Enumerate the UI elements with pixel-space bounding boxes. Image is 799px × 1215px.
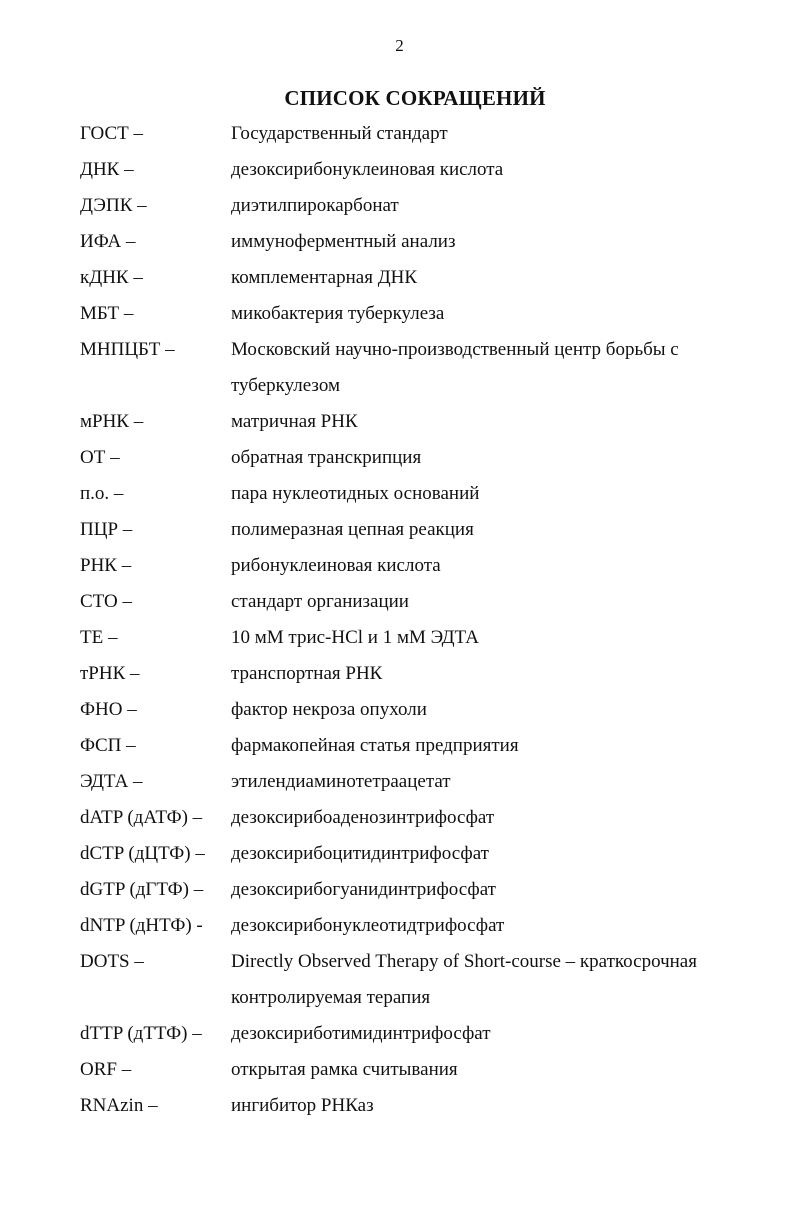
abbreviation-definition: дезоксирибоцитидинтрифосфат [231, 843, 489, 864]
abbreviation-definition: транспортная РНК [231, 663, 383, 684]
abbreviation-term: ORF – [80, 1059, 132, 1080]
abbreviation-term: ФСП – [80, 735, 136, 756]
abbreviation-row [80, 260, 770, 296]
abbreviation-definition: иммуноферментный анализ [231, 231, 456, 252]
abbreviation-definition: обратная транскрипция [231, 447, 422, 468]
abbreviation-row [80, 728, 770, 764]
abbreviation-row [80, 836, 770, 872]
abbreviation-row [80, 1052, 770, 1088]
abbreviation-term: кДНК – [80, 267, 143, 288]
abbreviation-term: МБТ – [80, 303, 134, 324]
abbreviation-term: РНК – [80, 555, 132, 576]
abbreviation-definition: дезоксириботимидинтрифосфат [231, 1023, 491, 1044]
abbreviation-definition: дезоксирибогуанидинтрифосфат [231, 879, 496, 900]
abbreviation-row [80, 404, 770, 440]
abbreviation-row [80, 620, 770, 656]
abbreviation-term: ГОСТ – [80, 123, 143, 144]
abbreviation-definition: 10 мМ трис-HCl и 1 мМ ЭДТА [231, 627, 479, 648]
abbreviation-term: dTTP (дТТФ) – [80, 1023, 202, 1044]
abbreviation-row [80, 764, 770, 800]
abbreviation-term: dATP (дАТФ) – [80, 807, 203, 828]
abbreviation-term: ДЭПК – [80, 195, 147, 216]
abbreviation-definition: полимеразная цепная реакция [231, 519, 474, 540]
abbreviation-row [80, 800, 770, 836]
page-title: СПИСОК СОКРАЩЕНИЙ [284, 86, 546, 110]
abbreviation-row [80, 440, 770, 476]
abbreviation-definition: этилендиаминотетраацетат [231, 771, 451, 792]
abbreviation-row [80, 548, 770, 584]
abbreviation-definition: Московский научно-производственный центр борьбы с туберкулезом [231, 339, 679, 396]
abbreviation-row [80, 332, 770, 404]
abbreviation-row [80, 188, 770, 224]
abbreviation-row [80, 116, 770, 152]
abbreviation-row [80, 1088, 770, 1124]
abbreviation-term: ТЕ – [80, 627, 118, 648]
abbreviation-row [80, 944, 770, 1016]
abbreviation-row [80, 656, 770, 692]
abbreviation-definition: Directly Observed Therapy of Short-course – краткосрочная контролируемая терапия [231, 951, 697, 1008]
abbreviation-term: ПЦР – [80, 519, 133, 540]
abbreviation-list [80, 116, 770, 1124]
abbreviation-term: DOTS – [80, 951, 144, 972]
abbreviation-row [80, 908, 770, 944]
abbreviation-row [80, 224, 770, 260]
abbreviation-term: RNAzin – [80, 1095, 158, 1116]
abbreviation-term: ДНК – [80, 159, 134, 180]
abbreviation-definition: дезоксирибоаденозинтрифосфат [231, 807, 495, 828]
abbreviation-term: dGTP (дГТФ) – [80, 879, 204, 900]
abbreviation-definition: рибонуклеиновая кислота [231, 555, 441, 576]
abbreviation-term: ИФА – [80, 231, 136, 252]
abbreviation-term: СТО – [80, 591, 132, 612]
abbreviation-definition: комплементарная ДНК [231, 267, 418, 288]
abbreviation-row [80, 512, 770, 548]
abbreviation-definition: фармакопейная статья предприятия [231, 735, 519, 756]
abbreviation-row [80, 152, 770, 188]
abbreviation-term: ЭДТА – [80, 771, 143, 792]
abbreviation-term: dCTP (дЦТФ) – [80, 843, 205, 864]
abbreviation-definition: Государственный стандарт [231, 123, 448, 144]
abbreviation-row [80, 476, 770, 512]
abbreviation-definition: фактор некроза опухоли [231, 699, 427, 720]
abbreviation-definition: ингибитор РНКаз [231, 1095, 374, 1116]
abbreviation-row [80, 692, 770, 728]
abbreviation-term: ФНО – [80, 699, 137, 720]
abbreviation-term: п.о. – [80, 483, 124, 504]
abbreviation-row [80, 1016, 770, 1052]
abbreviation-definition: микобактерия туберкулеза [231, 303, 445, 324]
abbreviation-term: dNTP (дНТФ) - [80, 915, 203, 936]
abbreviation-definition: дезоксирибонуклеиновая кислота [231, 159, 504, 180]
abbreviation-definition: стандарт организации [231, 591, 409, 612]
abbreviation-term: мРНК – [80, 411, 144, 432]
abbreviation-definition: дезоксирибонуклеотидтрифосфат [231, 915, 505, 936]
abbreviation-definition: пара нуклеотидных оснований [231, 483, 480, 504]
abbreviation-row [80, 872, 770, 908]
abbreviation-term: тРНК – [80, 663, 140, 684]
abbreviation-row [80, 584, 770, 620]
page-number: 2 [395, 36, 404, 55]
abbreviation-definition: диэтилпирокарбонат [231, 195, 399, 216]
abbreviation-definition: матричная РНК [231, 411, 358, 432]
abbreviation-term: МНПЦБТ – [80, 339, 175, 360]
abbreviation-definition: открытая рамка считывания [231, 1059, 458, 1080]
abbreviation-row [80, 296, 770, 332]
abbreviation-term: ОТ – [80, 447, 120, 468]
